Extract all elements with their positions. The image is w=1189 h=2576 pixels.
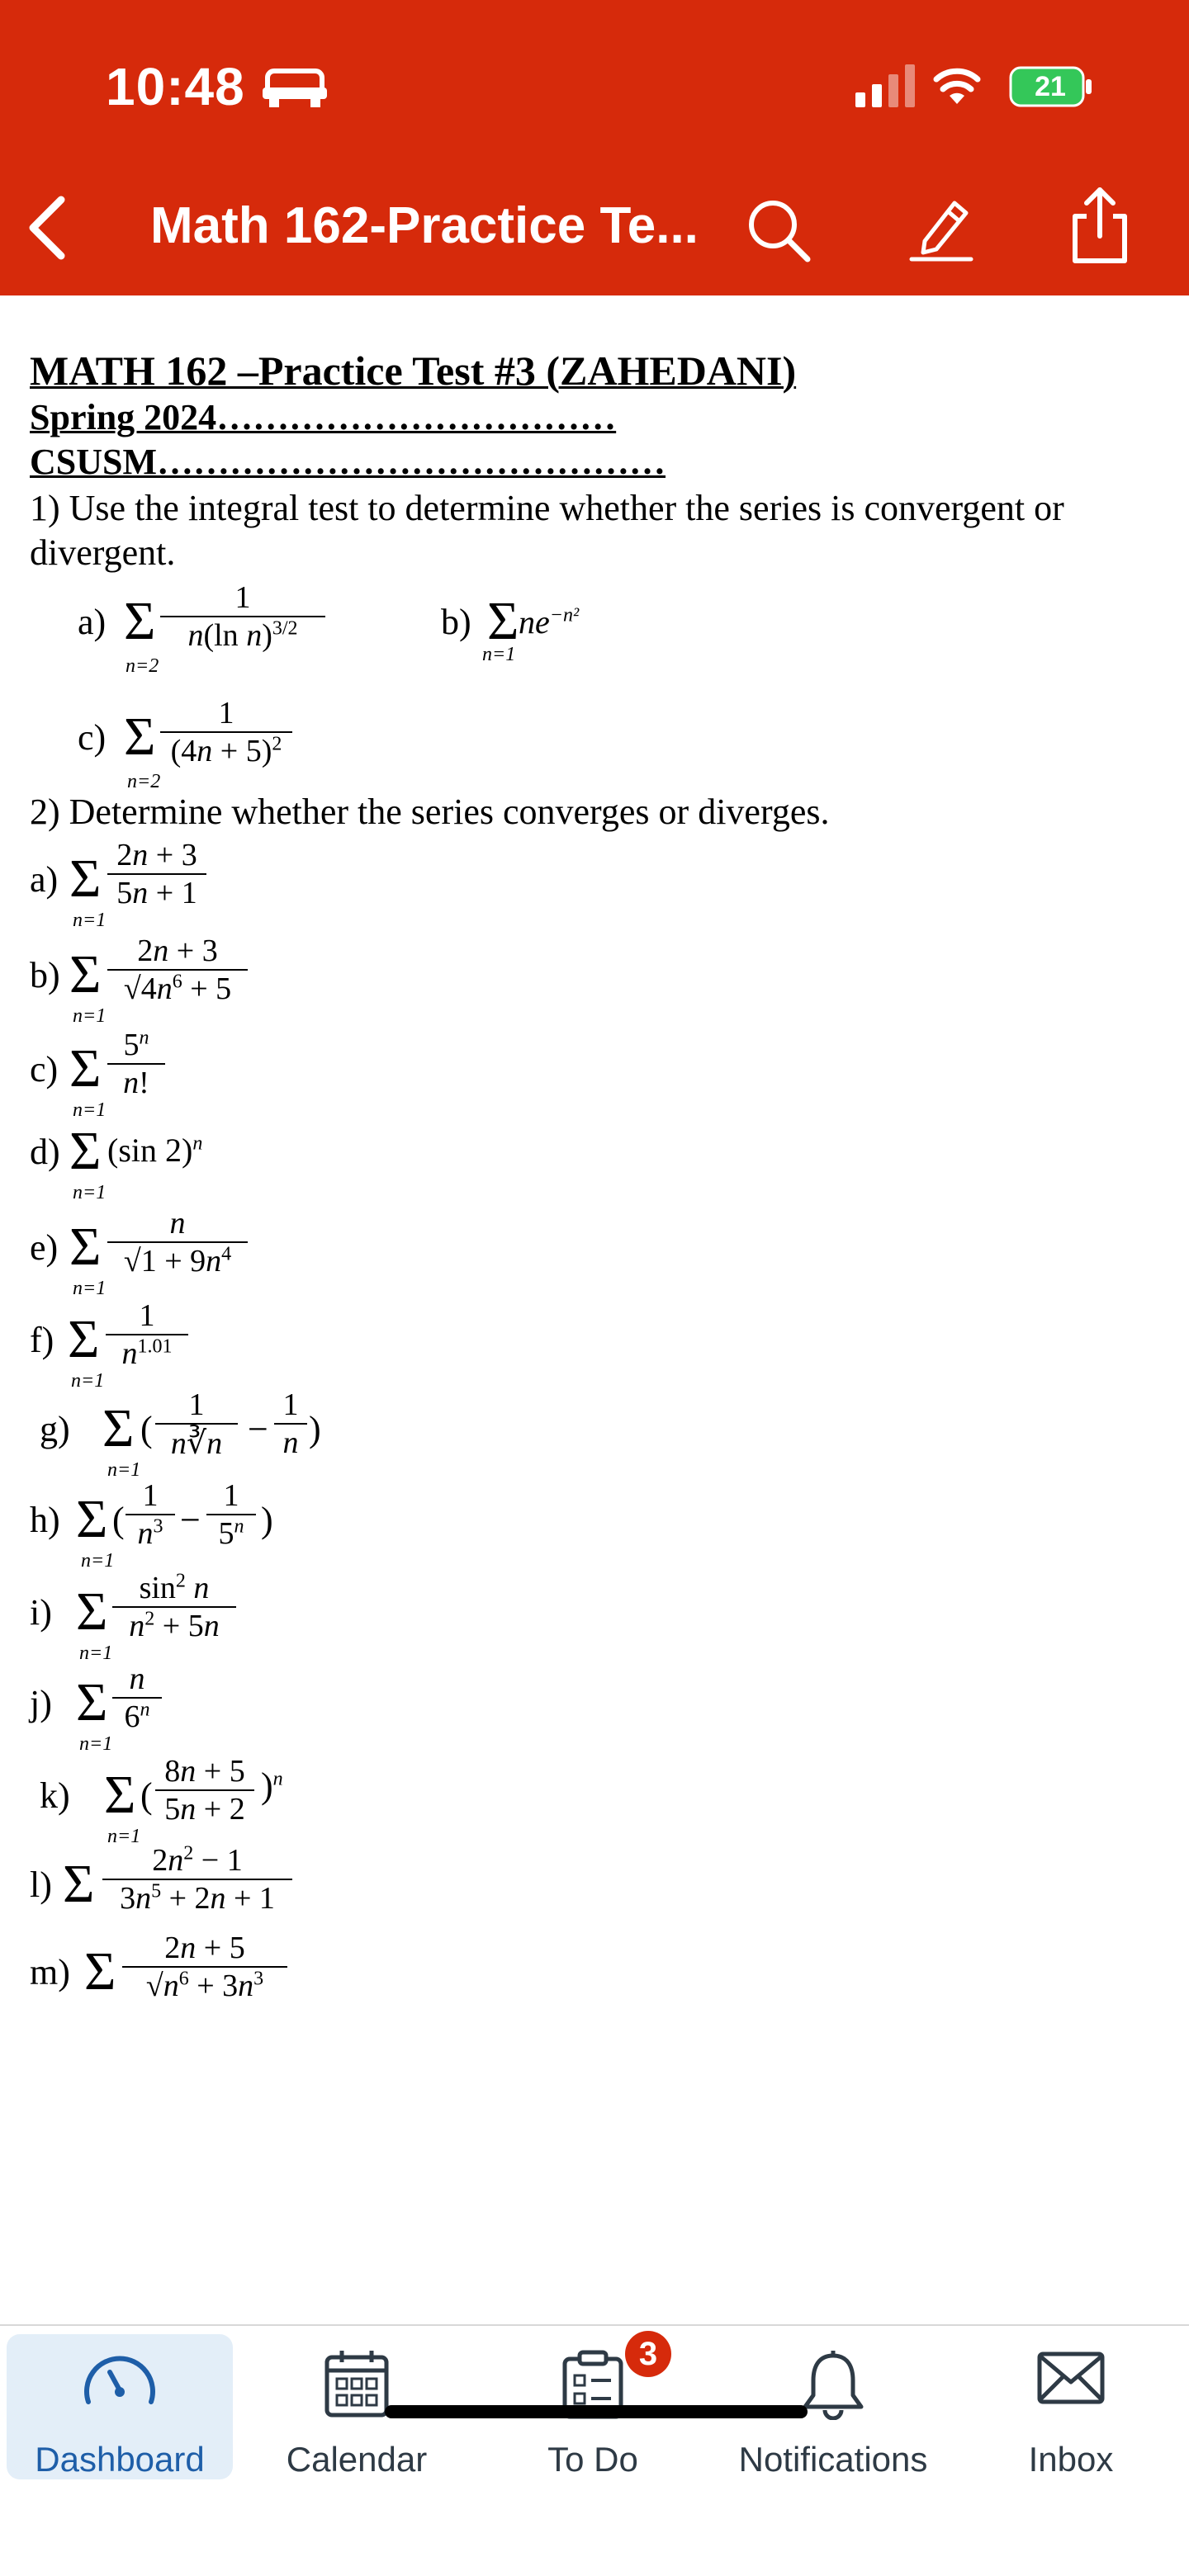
- pdf-document-view[interactable]: [0, 295, 1189, 2318]
- problem-2l: l) Σ $\frac{2n^2 - 1}{3n^5 + 2n + 1}$: [30, 1839, 310, 1930]
- search-icon[interactable]: [745, 196, 811, 262]
- bell-icon: [800, 2349, 866, 2420]
- calendar-icon: [324, 2349, 390, 2418]
- dashboard-gauge-icon: [80, 2349, 159, 2408]
- problem-2k: k) Σ n=1 ( $\frac{8n + 5}{5n + 2}$ )$^n$: [40, 1754, 283, 1847]
- document-school: CSUSM……………………………………: [30, 442, 666, 482]
- problem-2a: a) Σ n=1 $\frac{2n + 3}{5n + 1}$: [30, 834, 277, 933]
- tab-calendar-label: Calendar: [286, 2440, 428, 2479]
- problem-2i: i) Σ n=1 $\frac{\sin^2 n}{n^2 + 5n}$: [30, 1567, 294, 1666]
- tab-inbox-label: Inbox: [1028, 2440, 1114, 2479]
- bottom-tab-bar: [0, 2324, 1189, 2576]
- problem-1c: c) Σ n=2 $\frac{1}{(4n + 5)^2}$: [78, 692, 325, 791]
- document-term: Spring 2024……………………………: [30, 397, 617, 437]
- problem-2e: e) Σ n=1 $\frac{n}{√1 + 9n^4}$: [30, 1202, 294, 1301]
- annotate-pen-icon[interactable]: [908, 191, 974, 262]
- share-icon[interactable]: [1067, 183, 1133, 266]
- cellular-signal-icon: [855, 64, 917, 107]
- problem-1b: b) Σ n=1 $ne^{-n^2}$: [441, 591, 580, 665]
- problem-2h: h) Σ n=1 ( $\frac{1}{n^3}$ − $\frac{1}{5^n}$ ): [30, 1478, 273, 1572]
- question-2-text: 2) Determine whether the series converges or diverges.: [30, 792, 830, 832]
- wifi-icon: [933, 64, 981, 106]
- tab-dashboard[interactable]: [7, 2334, 233, 2479]
- home-indicator[interactable]: [385, 2405, 808, 2418]
- app-header: [0, 0, 1189, 295]
- envelope-icon: [1036, 2349, 1106, 2407]
- problem-2d: d) Σ n=1 (sin 2)$^n$: [30, 1121, 203, 1203]
- problem-2b: b) Σ n=1 $\frac{2n + 3}{√4n^6 + 5}$: [30, 929, 294, 1028]
- tab-notifications-label: Notifications: [738, 2440, 928, 2479]
- page-title: Math 162-Practice Te...: [150, 197, 699, 254]
- battery-level: 21: [1035, 71, 1066, 102]
- problem-2m: m) Σ $\frac{2n + 5}{√n^6 + 3n^3}$: [30, 1926, 310, 2017]
- problem-1a: a) Σ n=2 $\frac{1}{n(\ln n)^{3/2}}$: [78, 576, 325, 683]
- todo-count-badge: 3: [625, 2331, 671, 2377]
- question-1-text: 1) Use the integral test to determine whether the series is convergent or: [30, 488, 1064, 528]
- tab-dashboard-label: Dashboard: [35, 2440, 205, 2479]
- problem-2g: g) Σ n=1 ( $\frac{1}{n∛n}$ − $\frac{1}{n}$ ): [40, 1387, 321, 1481]
- problem-2c: c) Σ n=1 $\frac{5^n}{n!}$: [30, 1023, 244, 1123]
- tab-inbox[interactable]: [961, 2334, 1181, 2479]
- car-icon: [263, 64, 327, 109]
- question-1-text-cont: divergent.: [30, 532, 176, 573]
- back-chevron-icon[interactable]: [23, 195, 69, 261]
- status-time: 10:48: [106, 57, 245, 116]
- problem-2j: j) Σ n=1 $\frac{n}{6^n}$: [30, 1657, 244, 1756]
- problem-2f: f) Σ n=1 $\frac{1}{n^{1.01}}$: [30, 1294, 244, 1393]
- tab-todo-label: To Do: [547, 2440, 638, 2479]
- document-title: MATH 162 –Practice Test #3 (ZAHEDANI): [30, 347, 797, 394]
